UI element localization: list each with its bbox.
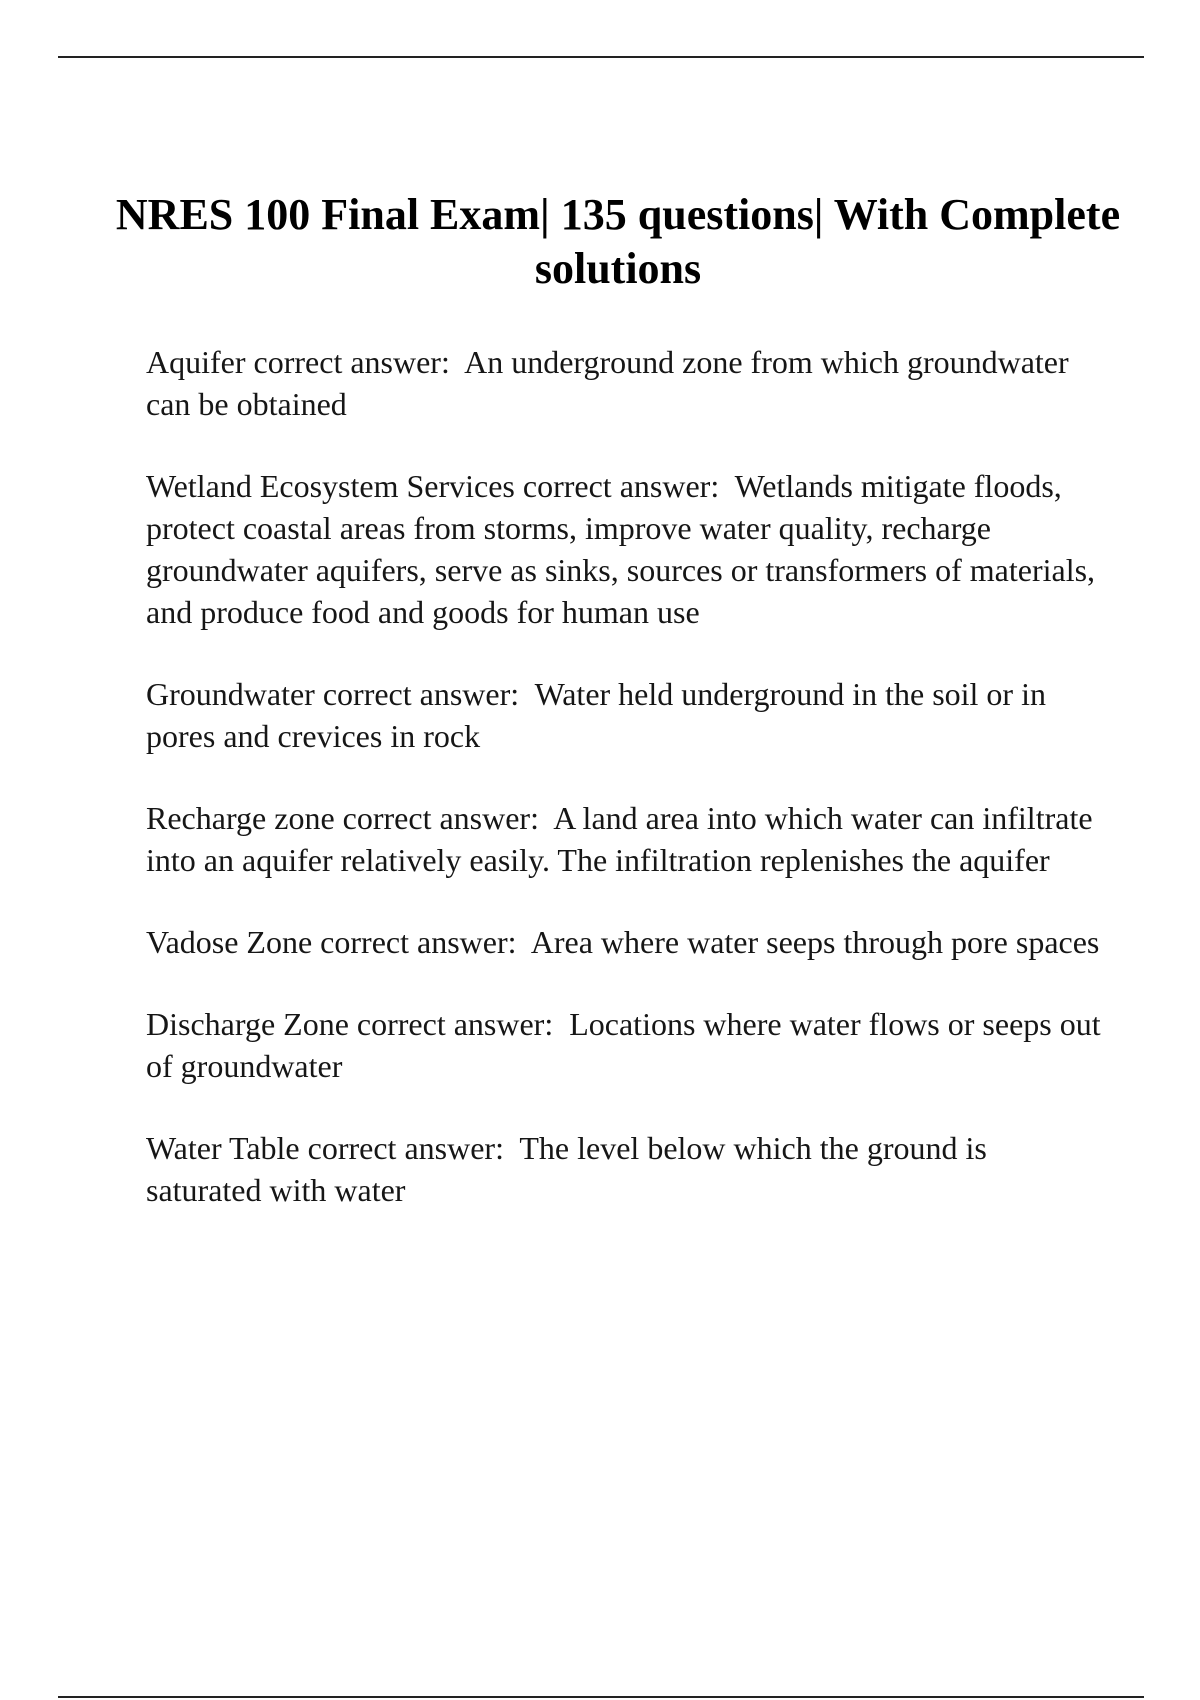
qa-separator: correct answer: <box>356 1006 554 1042</box>
qa-answer: A land area into which water can infiltrate into an aquifer relatively easily. The infiltration replenishes the aquifer <box>146 800 1093 878</box>
document-title: NRES 100 Final Exam| 135 questions| With Complete solutions <box>115 190 1121 293</box>
qa-answer: An underground zone from which groundwater can be obtained <box>146 344 1069 422</box>
qa-term: Recharge zone <box>146 800 335 836</box>
qa-item-wetland-ecosystem-services <box>146 465 1106 633</box>
qa-term: Vadose Zone <box>146 924 313 960</box>
qa-item-groundwater <box>146 673 1106 757</box>
qa-answer: Water held underground in the soil or in pores and crevices in rock <box>146 676 1046 754</box>
qa-item-recharge-zone <box>146 797 1106 881</box>
footer-rule <box>58 1696 1144 1698</box>
qa-separator: correct answer: <box>342 800 539 836</box>
qa-answer: The level below which the ground is saturated with water <box>146 1130 987 1208</box>
qa-item-aquifer <box>146 341 1106 425</box>
qa-item-vadose-zone <box>146 921 1106 963</box>
qa-term: Aquifer <box>146 344 246 380</box>
qa-list <box>146 341 1106 1251</box>
qa-term: Water Table <box>146 1130 300 1166</box>
qa-term: Groundwater <box>146 676 315 712</box>
qa-item-discharge-zone <box>146 1003 1106 1087</box>
qa-item-water-table <box>146 1127 1106 1211</box>
qa-term: Discharge Zone <box>146 1006 349 1042</box>
qa-separator: correct answer: <box>522 468 720 504</box>
qa-answer: Locations where water flows or seeps out of groundwater <box>146 1006 1101 1084</box>
qa-separator: correct answer: <box>253 344 450 380</box>
qa-separator: correct answer: <box>320 924 517 960</box>
qa-separator: correct answer: <box>307 1130 504 1166</box>
qa-separator: correct answer: <box>322 676 520 712</box>
qa-answer: Area where water seeps through pore spaces <box>530 924 1100 960</box>
qa-term: Wetland Ecosystem Services <box>146 468 515 504</box>
header-rule <box>58 56 1144 58</box>
qa-answer: Wetlands mitigate floods, protect coastal areas from storms, improve water quality, recharge groundwater aquifers, serve as sinks, sources or transformers of materials, and produce food and goods for human use <box>146 468 1096 630</box>
